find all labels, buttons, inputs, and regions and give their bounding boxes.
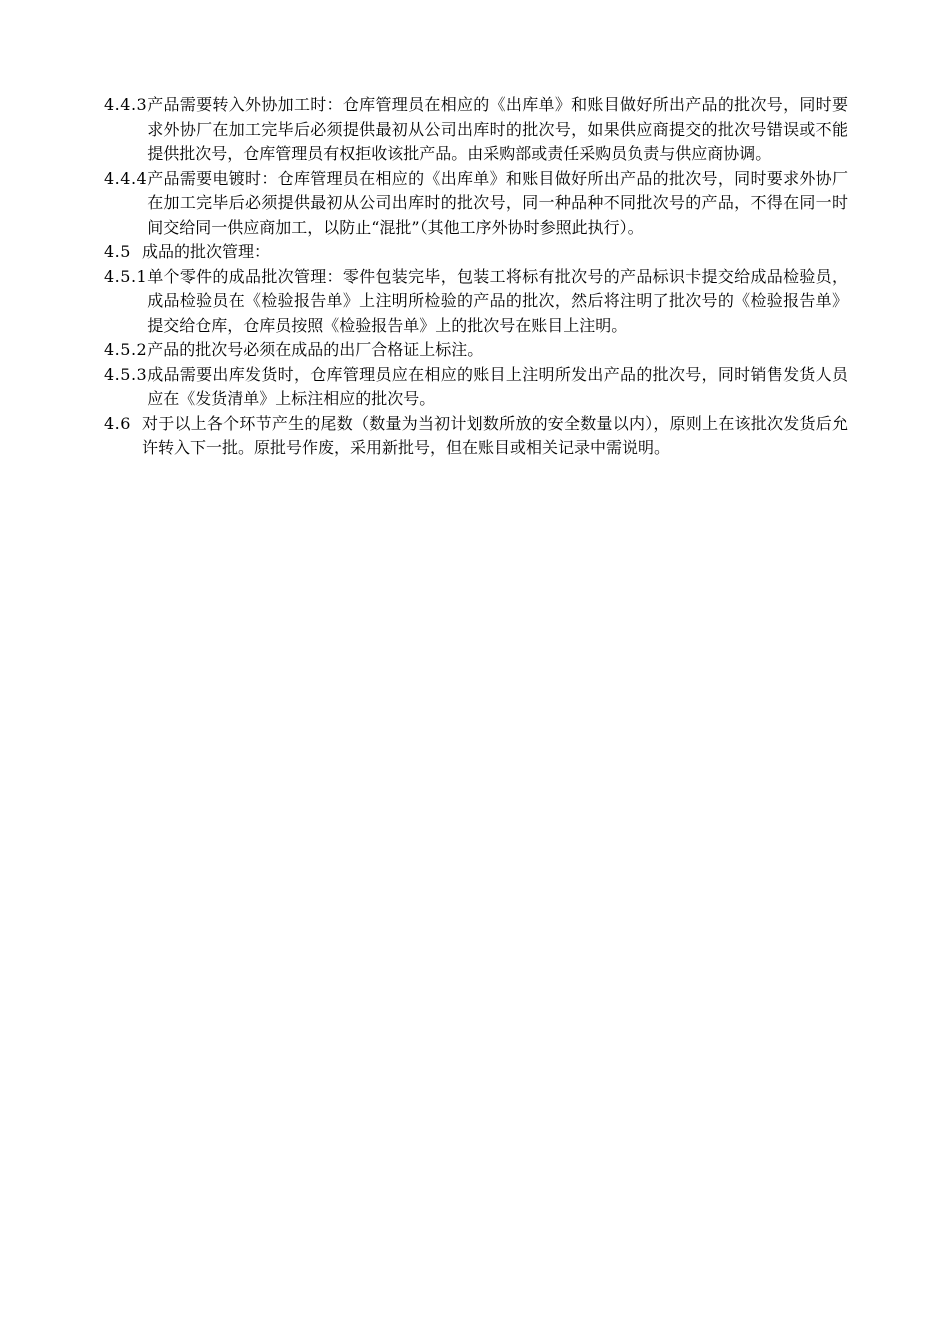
clause-text: 成品需要出库发货时，仓库管理员应在相应的账目上注明所发出产品的批次号，同时销售发货人员应在《发货清单》上标注相应的批次号。 [147,364,848,408]
clause-text: 产品的批次号必须在成品的出厂合格证上标注。 [147,340,484,359]
clause-number: 4.4.3 [104,95,148,114]
clause-text: 对于以上各个环节产生的尾数（数量为当初计划数所放的安全数量以内），原则上在该批次发货后允许转入下一批。原批号作废，采用新批号，但在账目或相关记录中需说明。 [142,413,848,457]
clause-number: 4.5.3 [104,364,148,384]
clause-number: 4.6 [104,413,131,433]
clause-4-4-3 [104,93,848,167]
clause-number: 4.5.1 [104,266,148,286]
clause-number: 4.5 [104,242,131,261]
clause-text: 产品需要电镀时：仓库管理员在相应的《出库单》和账目做好所出产品的批次号，同时要求外协厂在加工完毕后必须提供最初从公司出库时的批次号，同一种品种不同批次号的产品，不得在同一时间交给同一供应商加工，以防止“混批”（其他工序外协时参照此执行）。 [147,168,848,237]
document-page [104,93,848,461]
clause-4-5-1 [104,265,848,339]
clause-4-5 [104,240,848,265]
clause-number: 4.5.2 [104,340,148,359]
clause-4-5-3 [104,363,848,412]
clause-4-4-4 [104,167,848,241]
clause-text: 单个零件的成品批次管理：零件包装完毕，包装工将标有批次号的产品标识卡提交给成品检验员，成品检验员在《检验报告单》上注明所检验的产品的批次，然后将注明了批次号的《检验报告单》提交给仓库，仓库员按照《检验报告单》上的批次号在账目上注明。 [147,266,848,335]
clause-number: 4.4.4 [104,168,148,188]
clause-text: 产品需要转入外协加工时：仓库管理员在相应的《出库单》和账目做好所出产品的批次号，同时要求外协厂在加工完毕后必须提供最初从公司出库时的批次号，如果供应商提交的批次号错误或不能提供批次号，仓库管理员有权拒收该批产品。由采购部或责任采购员负责与供应商协调。 [147,95,848,163]
clause-4-5-2 [104,338,848,363]
clause-text: 成品的批次管理： [142,242,271,261]
clause-4-6 [104,412,848,461]
